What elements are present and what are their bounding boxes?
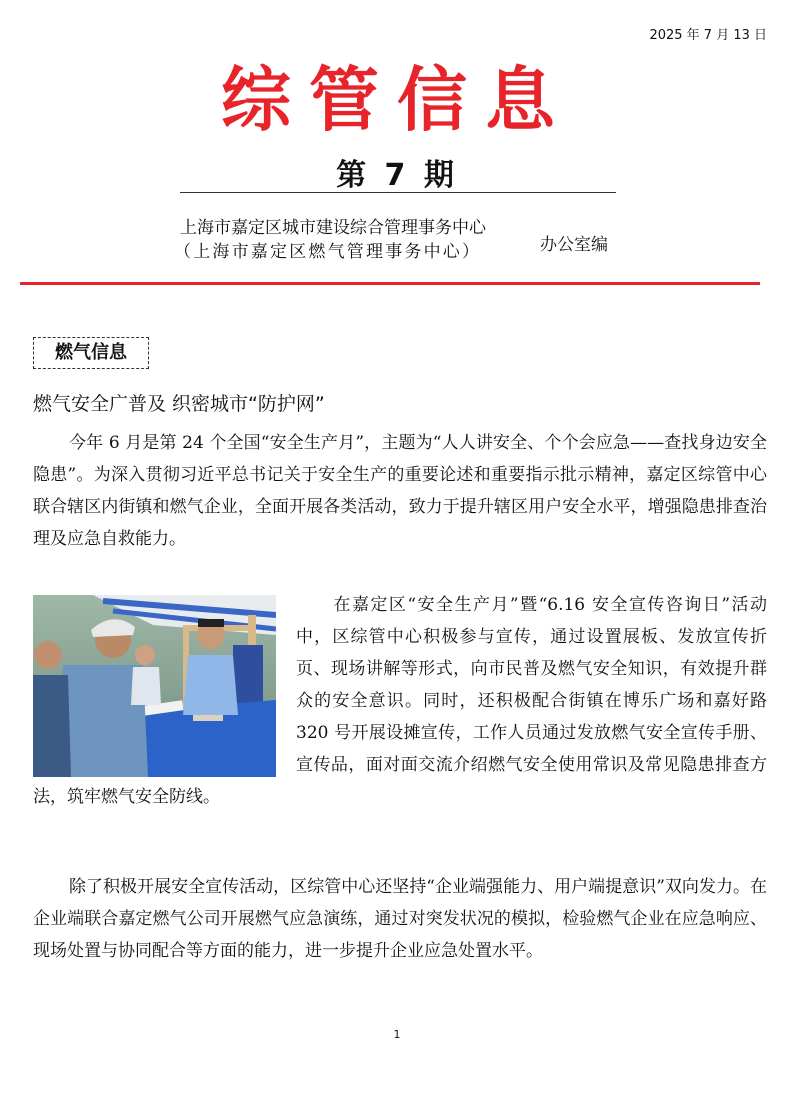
issue-date: 2025 年 7 月 13 日 [649,28,767,43]
article-headline: 燃气安全广普及 织密城市“防护网” [33,393,325,415]
paragraph-3: 除了积极开展安全宣传活动，区综管中心还坚持“企业端强能力、用户端提意识”双向发力。在企业端联合嘉定燃气公司开展燃气应急演练，通过对突发状况的模拟，检验燃气企业在应急响应、现场处置与协同配合等方面的能力，进一步提升企业应急处置水平。 [33,877,767,961]
header-divider [180,192,616,193]
page-number: 1 [393,1028,401,1041]
issue-number: 第 7 期 [336,158,458,193]
event-photo [33,595,276,777]
paragraph-1: 今年 6 月是第 24 个全国“安全生产月”，主题为“人人讲安全、个个会应急——查找身边安全隐患”。为深入贯彻习近平总书记关于安全生产的重要论述和重要指示批示精神，嘉定区综管中心联合辖区内街镇和燃气企业，全面开展各类活动，致力于提升辖区用户安全水平，增强隐患排查治理及应急自救能力。 [33,433,767,549]
red-divider [20,282,760,285]
paragraph-2-container [33,589,767,813]
publisher-block [174,216,540,264]
publisher-line-1: 上海市嘉定区城市建设综合管理事务中心 [180,218,486,238]
publisher-line-2: （上海市嘉定区燃气管理事务中心） [174,242,482,262]
masthead-title: 综管信息 [221,59,573,141]
editor-credit: 办公室编 [540,235,608,255]
section-label: 燃气信息 [33,337,149,369]
paragraph-2: 在嘉定区“安全生产月”暨“6.16 安全宣传咨询日”活动中，区综管中心积极参与宣传，通过设置展板、发放宣传折页、现场讲解等形式，向市民普及燃气安全知识，有效提升群众的安全意识。同时，还积极配合街镇在博乐广场和嘉好路 320 号开展设摊宣传，工作人员通过发放燃气安全宣传手册、宣传品，面对面交流介绍燃气安全使用常识及常见隐患排查方法，筑牢燃气安全防线。 [33,595,767,807]
